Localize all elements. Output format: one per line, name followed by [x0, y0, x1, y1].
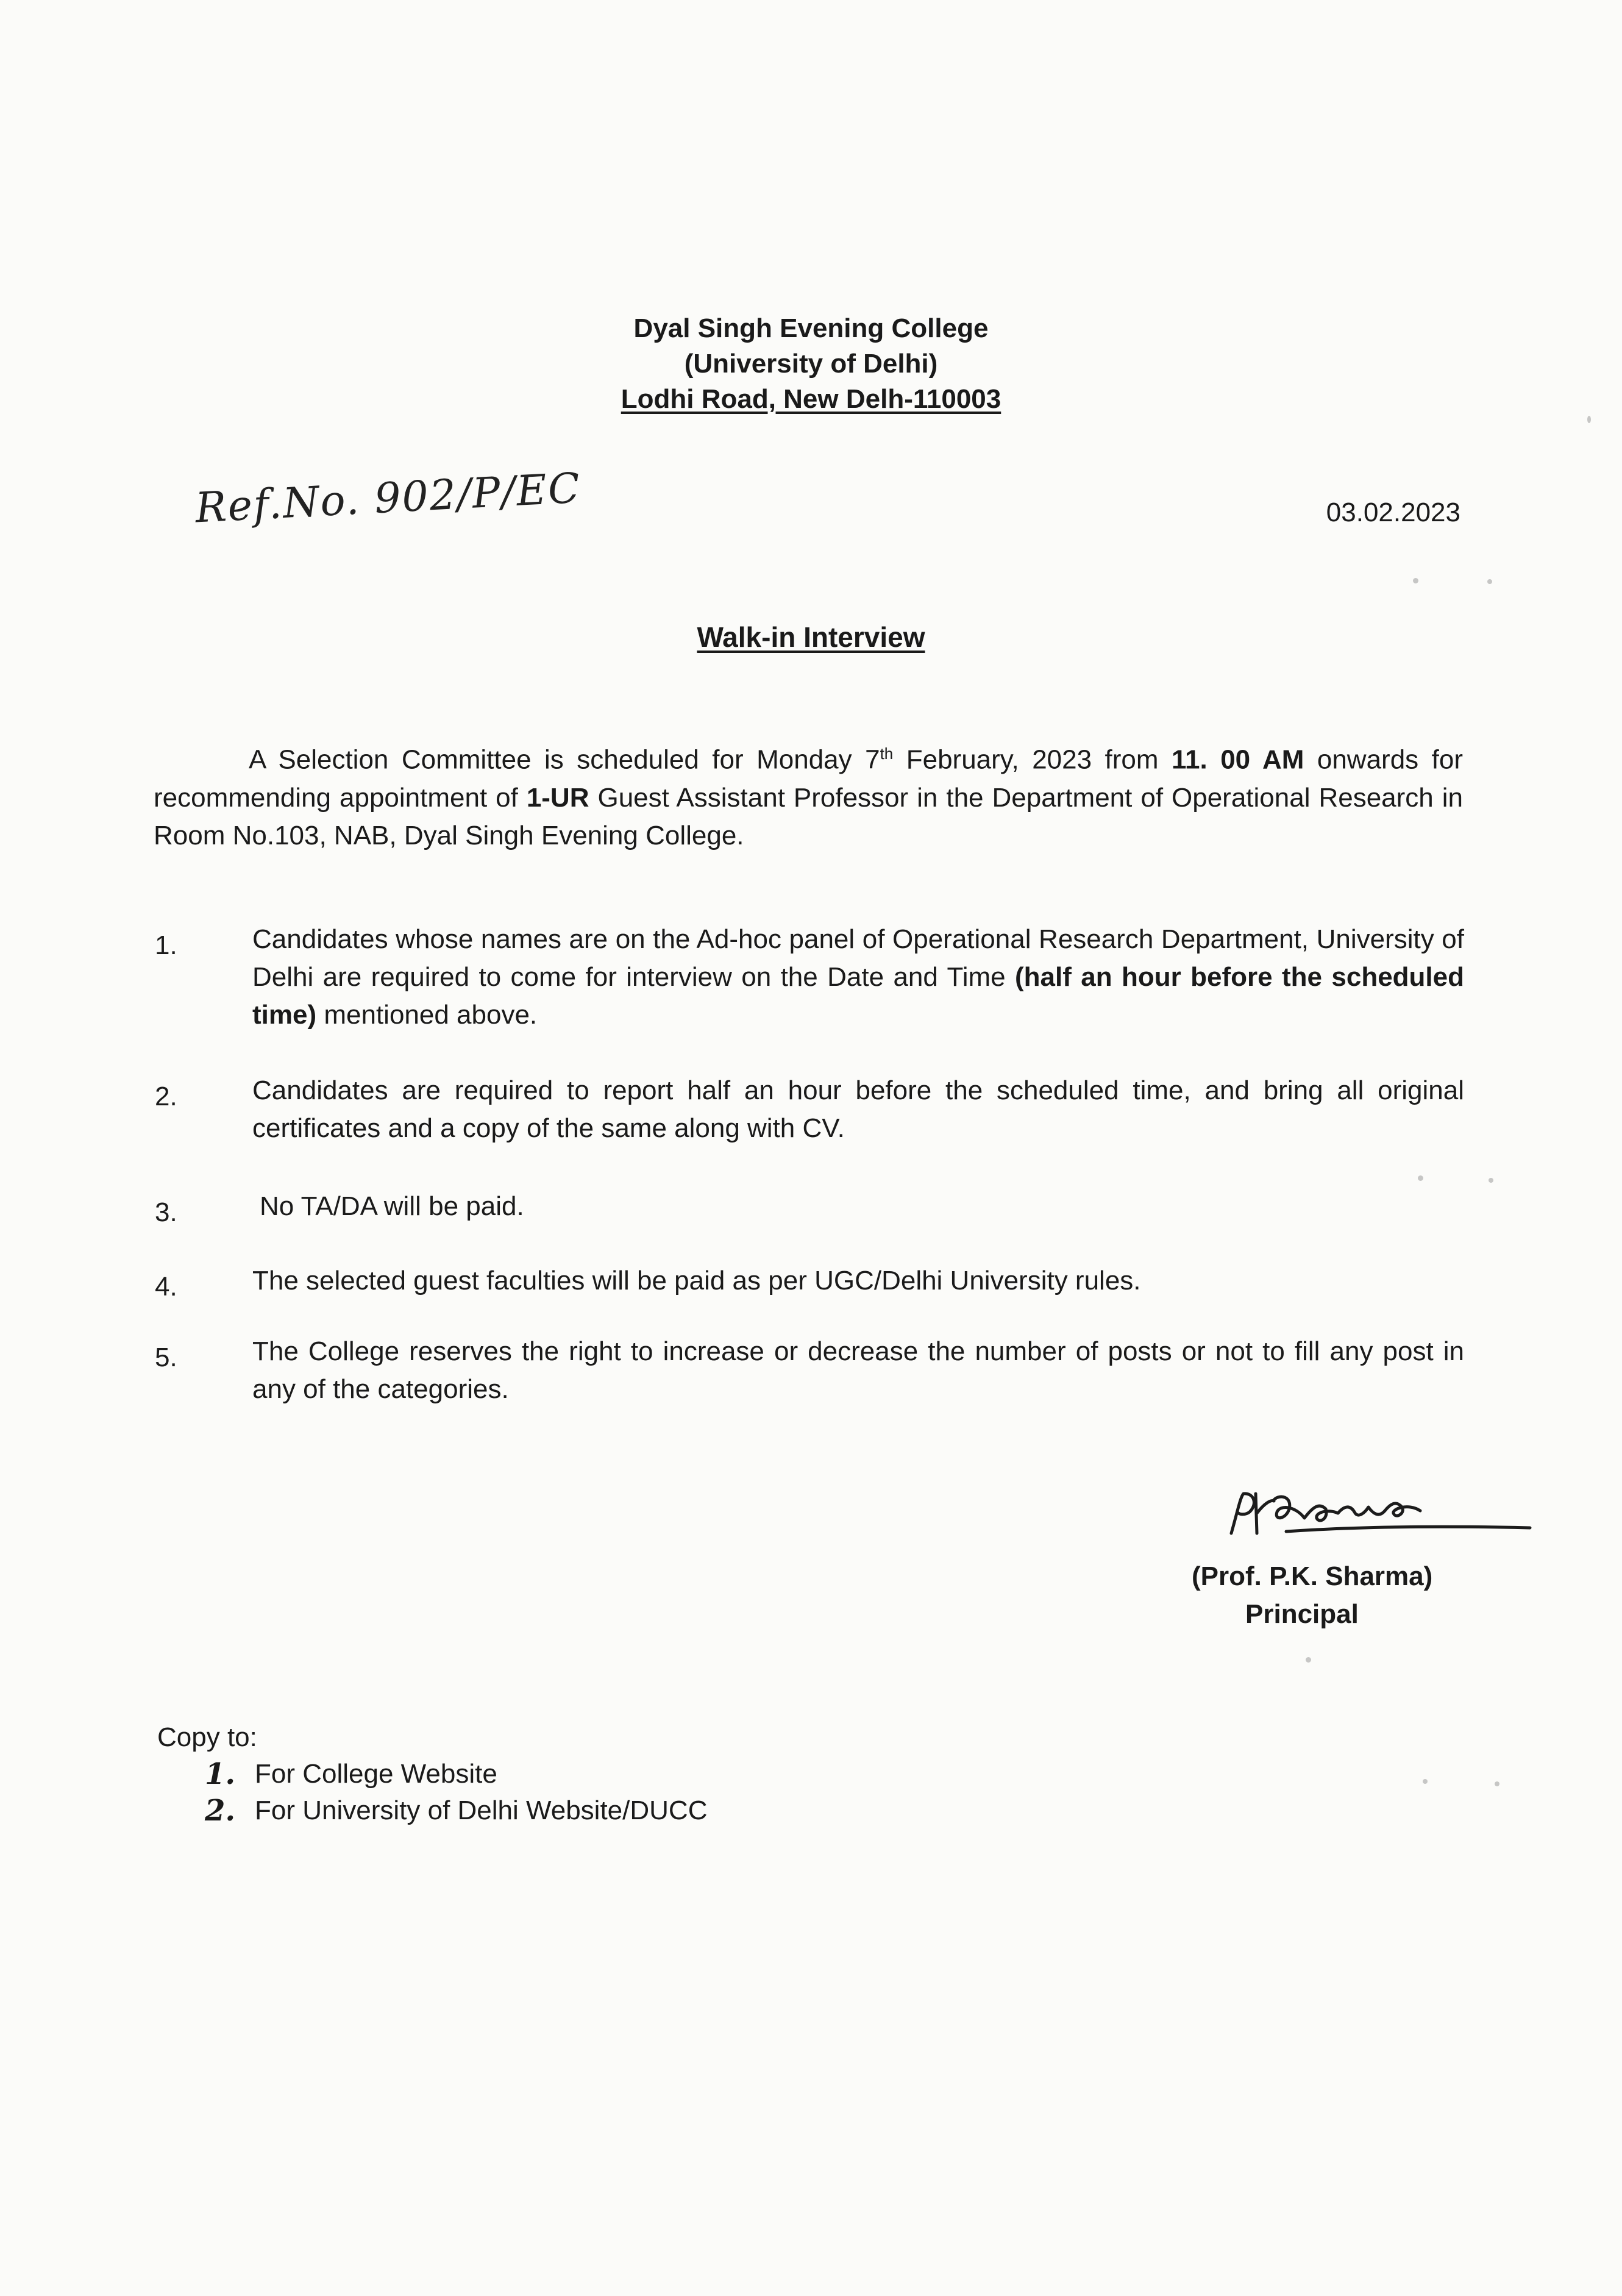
item-text-part: Candidates whose names are on the Ad-hoc panel of Operational Research Department, University of Delhi are required to come for interview on the Date and Time	[252, 924, 1464, 992]
copy-to-item	[157, 1792, 707, 1829]
reference-number: Ref.No. 902/P/EC	[194, 464, 582, 533]
item-number: 5.	[155, 1342, 177, 1372]
item-number: 3.	[155, 1197, 177, 1227]
intro-text: onwards for recommending appointment of	[154, 744, 1463, 813]
intro-text: A Selection Committee is scheduled for Monday 7	[249, 744, 880, 775]
scan-speck	[1413, 578, 1418, 583]
copy-to-text: For University of Delhi Website/DUCC	[255, 1795, 708, 1825]
item-text: No TA/DA will be paid.	[260, 1191, 524, 1221]
interview-time: 11. 00 AM	[1172, 744, 1304, 775]
copy-to-section	[157, 1719, 707, 1829]
item-text: The selected guest faculties will be paid as per UGC/Delhi University rules.	[252, 1266, 1141, 1296]
copy-to-item	[157, 1756, 707, 1792]
scan-speck	[1423, 1779, 1428, 1784]
college-address: Lodhi Road, New Delh-110003	[621, 384, 1001, 414]
notice-title: Walk-in Interview	[697, 621, 925, 653]
copy-to-number: 2.	[205, 1794, 236, 1828]
letterhead	[0, 311, 1622, 417]
item-number: 4.	[155, 1272, 177, 1302]
scan-speck	[1418, 1175, 1423, 1181]
item-text-bold: (half an hour before the scheduled time)	[252, 962, 1464, 1030]
intro-text: February, 2023 from	[893, 744, 1172, 775]
scan-speck	[1487, 579, 1492, 584]
item-text: Candidates are required to report half an hour before the scheduled time, and bring all original certificates and a copy of the same along with CV.	[252, 1075, 1464, 1143]
copy-to-number: 1.	[205, 1757, 236, 1791]
item-text	[252, 921, 1464, 1034]
scan-speck	[1489, 1178, 1493, 1183]
item-number: 2.	[155, 1082, 177, 1111]
copy-to-heading: Copy to:	[157, 1722, 257, 1752]
document-date: 03.02.2023	[1326, 497, 1460, 527]
item-number: 1.	[155, 930, 177, 960]
post-category: 1-UR	[526, 782, 589, 813]
signature	[1213, 1475, 1554, 1555]
signatory-name: (Prof. P.K. Sharma)	[1192, 1561, 1433, 1591]
university-name: (University of Delhi)	[684, 349, 938, 379]
signatory-designation: Principal	[1245, 1599, 1359, 1629]
signatory-block	[1192, 1558, 1432, 1633]
intro-paragraph	[154, 735, 1463, 855]
scan-speck	[1306, 1657, 1311, 1663]
college-name: Dyal Singh Evening College	[633, 313, 989, 343]
item-text: The College reserves the right to increase or decrease the number of posts or not to fill any post in any of the categories.	[252, 1336, 1464, 1404]
intro-text: Guest Assistant Professor in the Department of Operational Research in Room No.103, NAB, Dyal Singh Evening College.	[154, 782, 1463, 850]
copy-to-text: For College Website	[255, 1759, 497, 1789]
intro-superscript: th	[880, 744, 894, 763]
scan-speck	[1495, 1781, 1499, 1786]
item-text-part: mentioned above.	[316, 1000, 538, 1030]
